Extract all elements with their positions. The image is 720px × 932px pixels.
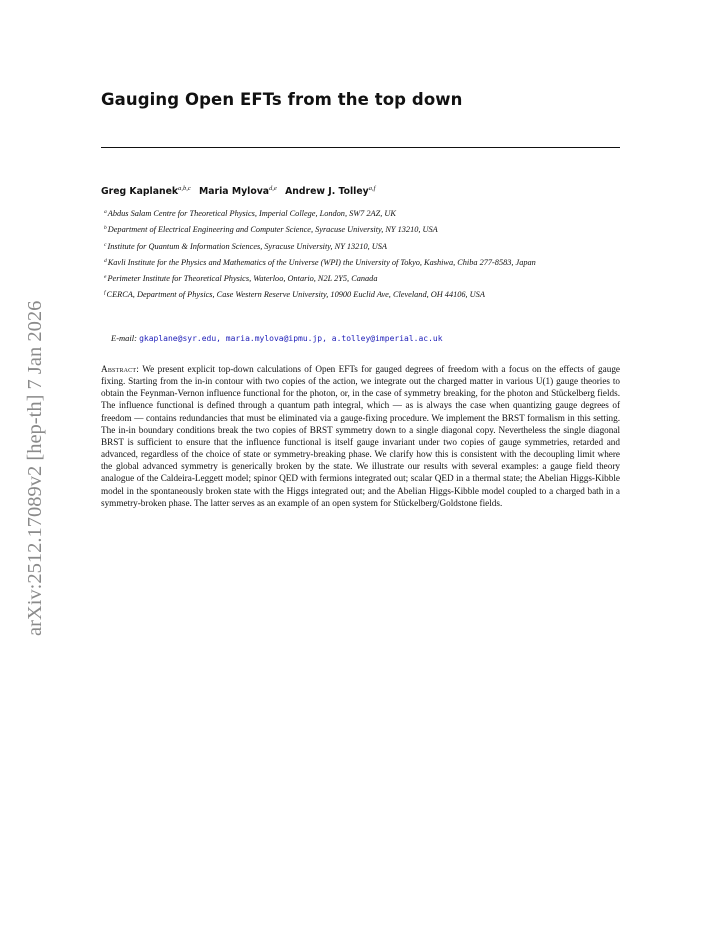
affiliation-mark: a: [104, 209, 107, 215]
author-affiliation-marks: d,e: [269, 185, 277, 192]
email-link[interactable]: maria.mylova@ipmu.jp: [225, 334, 323, 343]
abstract-text: We present explicit top-down calculations of Open EFTs for gauged degrees of freedom with a focus on the effects of gauge fixing. Starting from the in-in contour with two copies of the action, we integrate out the charged matter in various U(1) gauge theories to obtain the Feynman-Vernon influence functional for the photon, or, in the case of symmetry breaking, for the photon and Stückelberg fields. The influence functional is defined through a quantum path integral, which — as is always the case when quantizing gauge degrees of freedom — contains redundancies that must be eliminated via a gauge-fixing procedure. We implement the BRST formalism in this setting. The in-in boundary conditions break the two copies of BRST symmetry down to a single diagonal copy. Nevertheless the single diagonal BRST is sufficient to ensure that the influence functional is itself gauge invariant under two copies of gauge symmetries, retarded and advanced, regardless of the choice of state or symmetry-breaking phase. We clarify how this is consistent with the decoupling limit where the global advanced symmetry is generically broken by the state. We illustrate our results with several examples: a gauge field theory analogue of the Caldeira-Leggett model; spinor QED with fermions integrated out; scalar QED in a thermal state; the Abelian Higgs-Kibble model in the spontaneously broken state with the Higgs integrated out; and the Abelian Higgs-Kibble model coupled to a charged bath in a symmetry-broken phase. The latter serves as an example of an open system for Stückelberg/Goldstone fields.: [101, 364, 620, 508]
abstract: [101, 363, 620, 509]
affiliation-mark: d: [104, 257, 107, 264]
paper-title: Gauging Open EFTs from the top down: [101, 90, 463, 109]
affiliation-item: [104, 271, 620, 285]
affiliation-text: Department of Electrical Engineering and Computer Science, Syracuse University, NY 13210, USA: [107, 225, 438, 235]
affiliation-mark: c: [104, 241, 107, 248]
affiliation-text: Institute for Quantum & Information Sciences, Syracuse University, NY 13210, USA: [107, 241, 387, 251]
affiliation-item: [104, 255, 620, 269]
author-name: Maria Mylova: [199, 186, 270, 197]
abstract-label: Abstract:: [101, 364, 139, 374]
affiliation-text: Abdus Salam Centre for Theoretical Physics, Imperial College, London, SW7 2AZ, UK: [107, 209, 396, 218]
title-rule: [101, 147, 620, 148]
affiliation-text: CERCA, Department of Physics, Case Western Reserve University, 10900 Euclid Ave, Cleveland, OH 44106, USA: [106, 290, 485, 300]
author-affiliation-marks: a,b,c: [178, 185, 191, 192]
affiliation-list: [104, 206, 620, 304]
email-line: E-mail: gkaplane@syr.edu, maria.mylova@ipmu.jp, a.tolley@imperial.ac.uk: [111, 333, 443, 343]
author-affiliation-marks: a,f: [368, 185, 376, 192]
affiliation-item: [104, 239, 620, 253]
email-label: E-mail:: [111, 333, 137, 343]
affiliation-item: [104, 222, 620, 236]
arxiv-identifier-stamp: arXiv:2512.17089v2 [hep-th] 7 Jan 2026: [24, 300, 46, 636]
author-name: Greg Kaplanek: [101, 186, 179, 197]
affiliation-text: Perimeter Institute for Theoretical Physics, Waterloo, Ontario, N2L 2Y5, Canada: [107, 274, 378, 284]
email-link[interactable]: gkaplane@syr.edu: [139, 334, 217, 343]
affiliation-mark: b: [104, 225, 107, 232]
affiliation-text: Kavli Institute for the Physics and Mathematics of the Universe (WPI) the University of Tokyo, Kashiwa, Chiba 277-8583, Japan: [107, 257, 536, 267]
author-list: [101, 185, 375, 197]
email-link[interactable]: a.tolley@imperial.ac.uk: [331, 334, 443, 343]
affiliation-mark: e: [104, 274, 107, 281]
author-name: Andrew J. Tolley: [285, 186, 369, 197]
affiliation-item: [104, 206, 620, 220]
affiliation-mark: f: [104, 290, 106, 297]
affiliation-item: [104, 287, 620, 301]
